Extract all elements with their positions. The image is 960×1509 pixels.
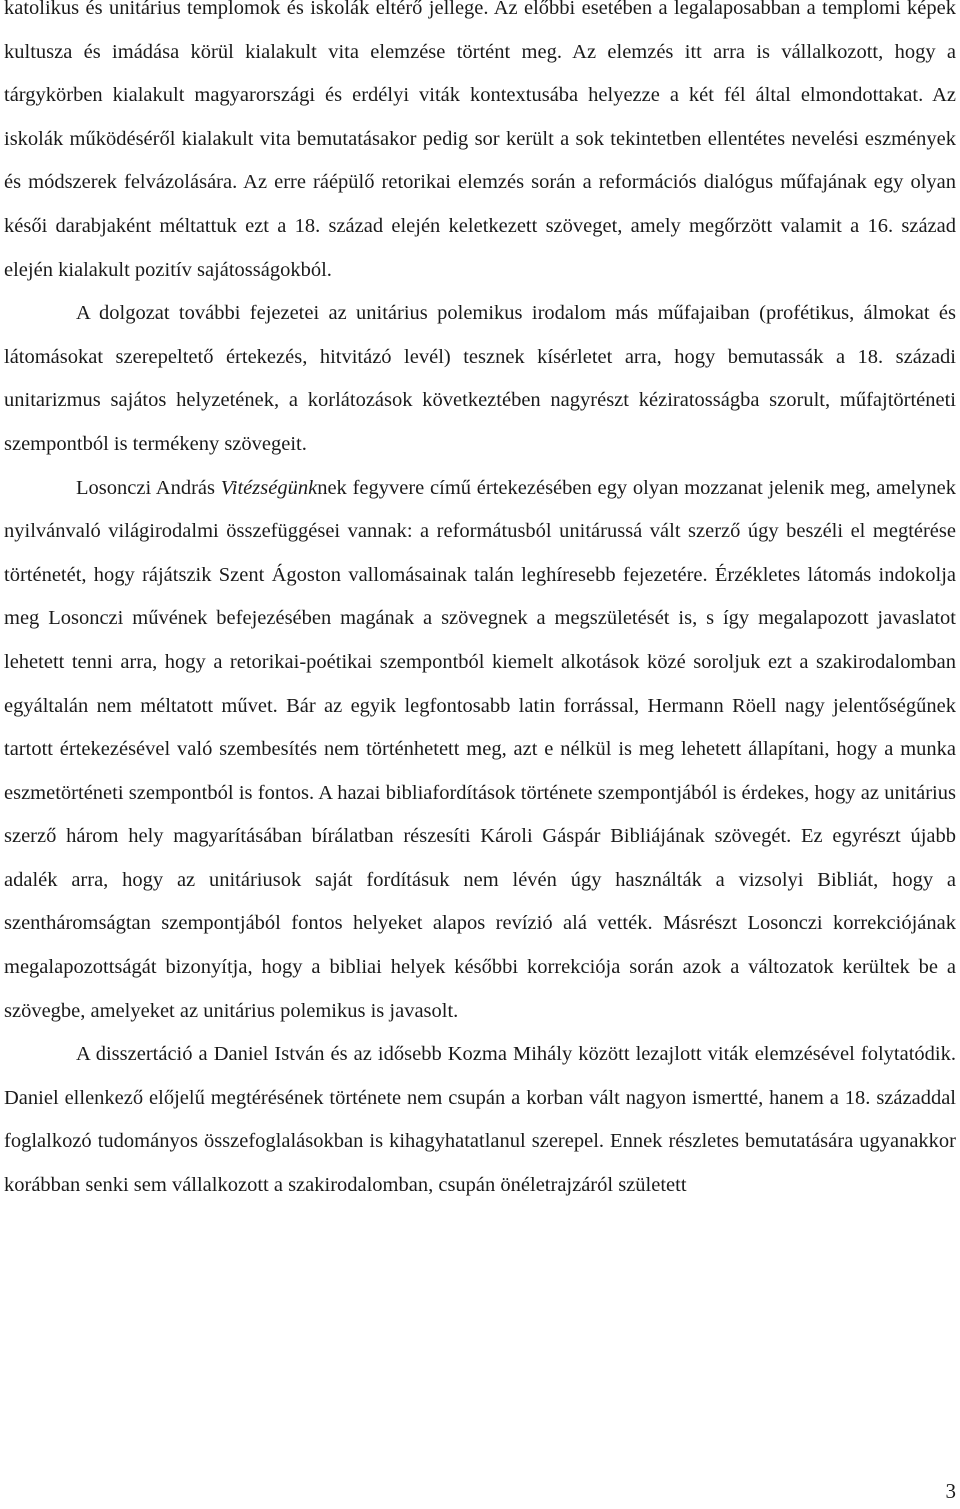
page-number: 3 — [945, 1479, 956, 1503]
paragraph-3-text-b: nek fegyvere című értekezésében egy olyan mozzanat jelenik meg, amelynek nyilvánvaló világirodalmi összefüggései vannak: a reformátusból unitárussá vált szerző úgy beszéli el megtérése történetét, hogy rájátszik Szent Ágoston vallomásainak talán leghíresebb fejezetére. Érzékletes látomás indokolja meg Losonczi művének befejezésében magának a szövegnek a megszületését is, s így megalapozott javaslatot lehetett tenni arra, hogy a retorikai-poétikai szempontból kiemelt alkotások közé soroljuk ezt a szakirodalomban egyáltalán nem méltatott művet. Bár az egyik legfontosabb latin forrással, Hermann Röell nagy jelentőségűnek tartott értekezésével való szembesítés nem történhetett meg, azt e nélkül is meg lehetett állapítani, hogy a munka eszmetörténeti szempontból is fontos. A hazai bibliafordítások története szempontjából is érdekes, hogy az unitárius szerző három hely magyarításában bírálatban részesíti Károli Gáspár Bibliájának szövegét. Ez egyrészt újabb adalék arra, hogy az unitáriusok saját fordításuk nem lévén úgy használták a vizsolyi Bibliát, hogy a szentháromságtan szempontjából fontos helyeket alapos revízió alá vették. Másrészt Losonczi korrekciójának megalapozottságát bizonyítja, hogy a bibliai helyek későbbi korrekciója során azok a változatok kerültek be a szövegbe, amelyeket az unitárius polemikus is javasolt. — [4, 476, 956, 1022]
paragraph-3-text-a: Losonczi András — [76, 476, 221, 499]
paragraph-4 — [4, 1033, 956, 1207]
paragraph-2-text: A dolgozat további fejezetei az unitárius polemikus irodalom más műfajaiban (profétikus, álmokat és látomásokat szerepeltető értekezés, hitvitázó levél) tesznek kísérletet arra, hogy bemutassák a 18. századi unitarizmus sajátos helyzetének, a korlátozások következtében nagyrészt kéziratosságba szorult, műfajtörténeti szempontból is termékeny szövegeit. — [4, 302, 956, 455]
paragraph-4-text: A disszertáció a Daniel István és az idősebb Kozma Mihály között lezajlott viták elemzésével folytatódik. Daniel ellenkező előjelű megtérésének története nem csupán a korban vált nagyon ismertté, hanem a 18. századdal foglalkozó tudományos összefoglalásokban is kihagyhatatlanul szerepel. Ennek részletes bemutatására ugyanakkor korábban senki sem vállalkozott a szakirodalomban, csupán önéletrajzáról született — [4, 1043, 956, 1197]
paragraph-1-text: katolikus és unitárius templomok és iskolák eltérő jellege. Az előbbi esetében a legalaposabban a templomi képek kultusza és imádása körül kialakult vita elemzése történt meg. Az elemzés itt arra is vállalkozott, hogy a tárgykörben kialakult magyarországi és erdélyi viták kontextusába helyezze a két fél által elmondottakat. Az iskolák működéséről kialakult vita bemutatásakor pedig sor került a sok tekintetben ellentétes nevelési eszmények és módszerek felvázolására. Az erre ráépülő retorikai elemzés során a reformációs dialógus műfajának egy olyan késői darabjaként méltattuk ezt a 18. század elején keletkezett szöveget, amely megőrzött valamit a 16. század elején kialakult pozitív sajátosságokból. — [4, 0, 956, 281]
paragraph-1 — [4, 0, 956, 292]
document-page — [4, 0, 956, 1208]
book-title-italic: Vitézségünk — [220, 476, 318, 499]
paragraph-2 — [4, 292, 956, 466]
paragraph-3 — [4, 467, 956, 1034]
